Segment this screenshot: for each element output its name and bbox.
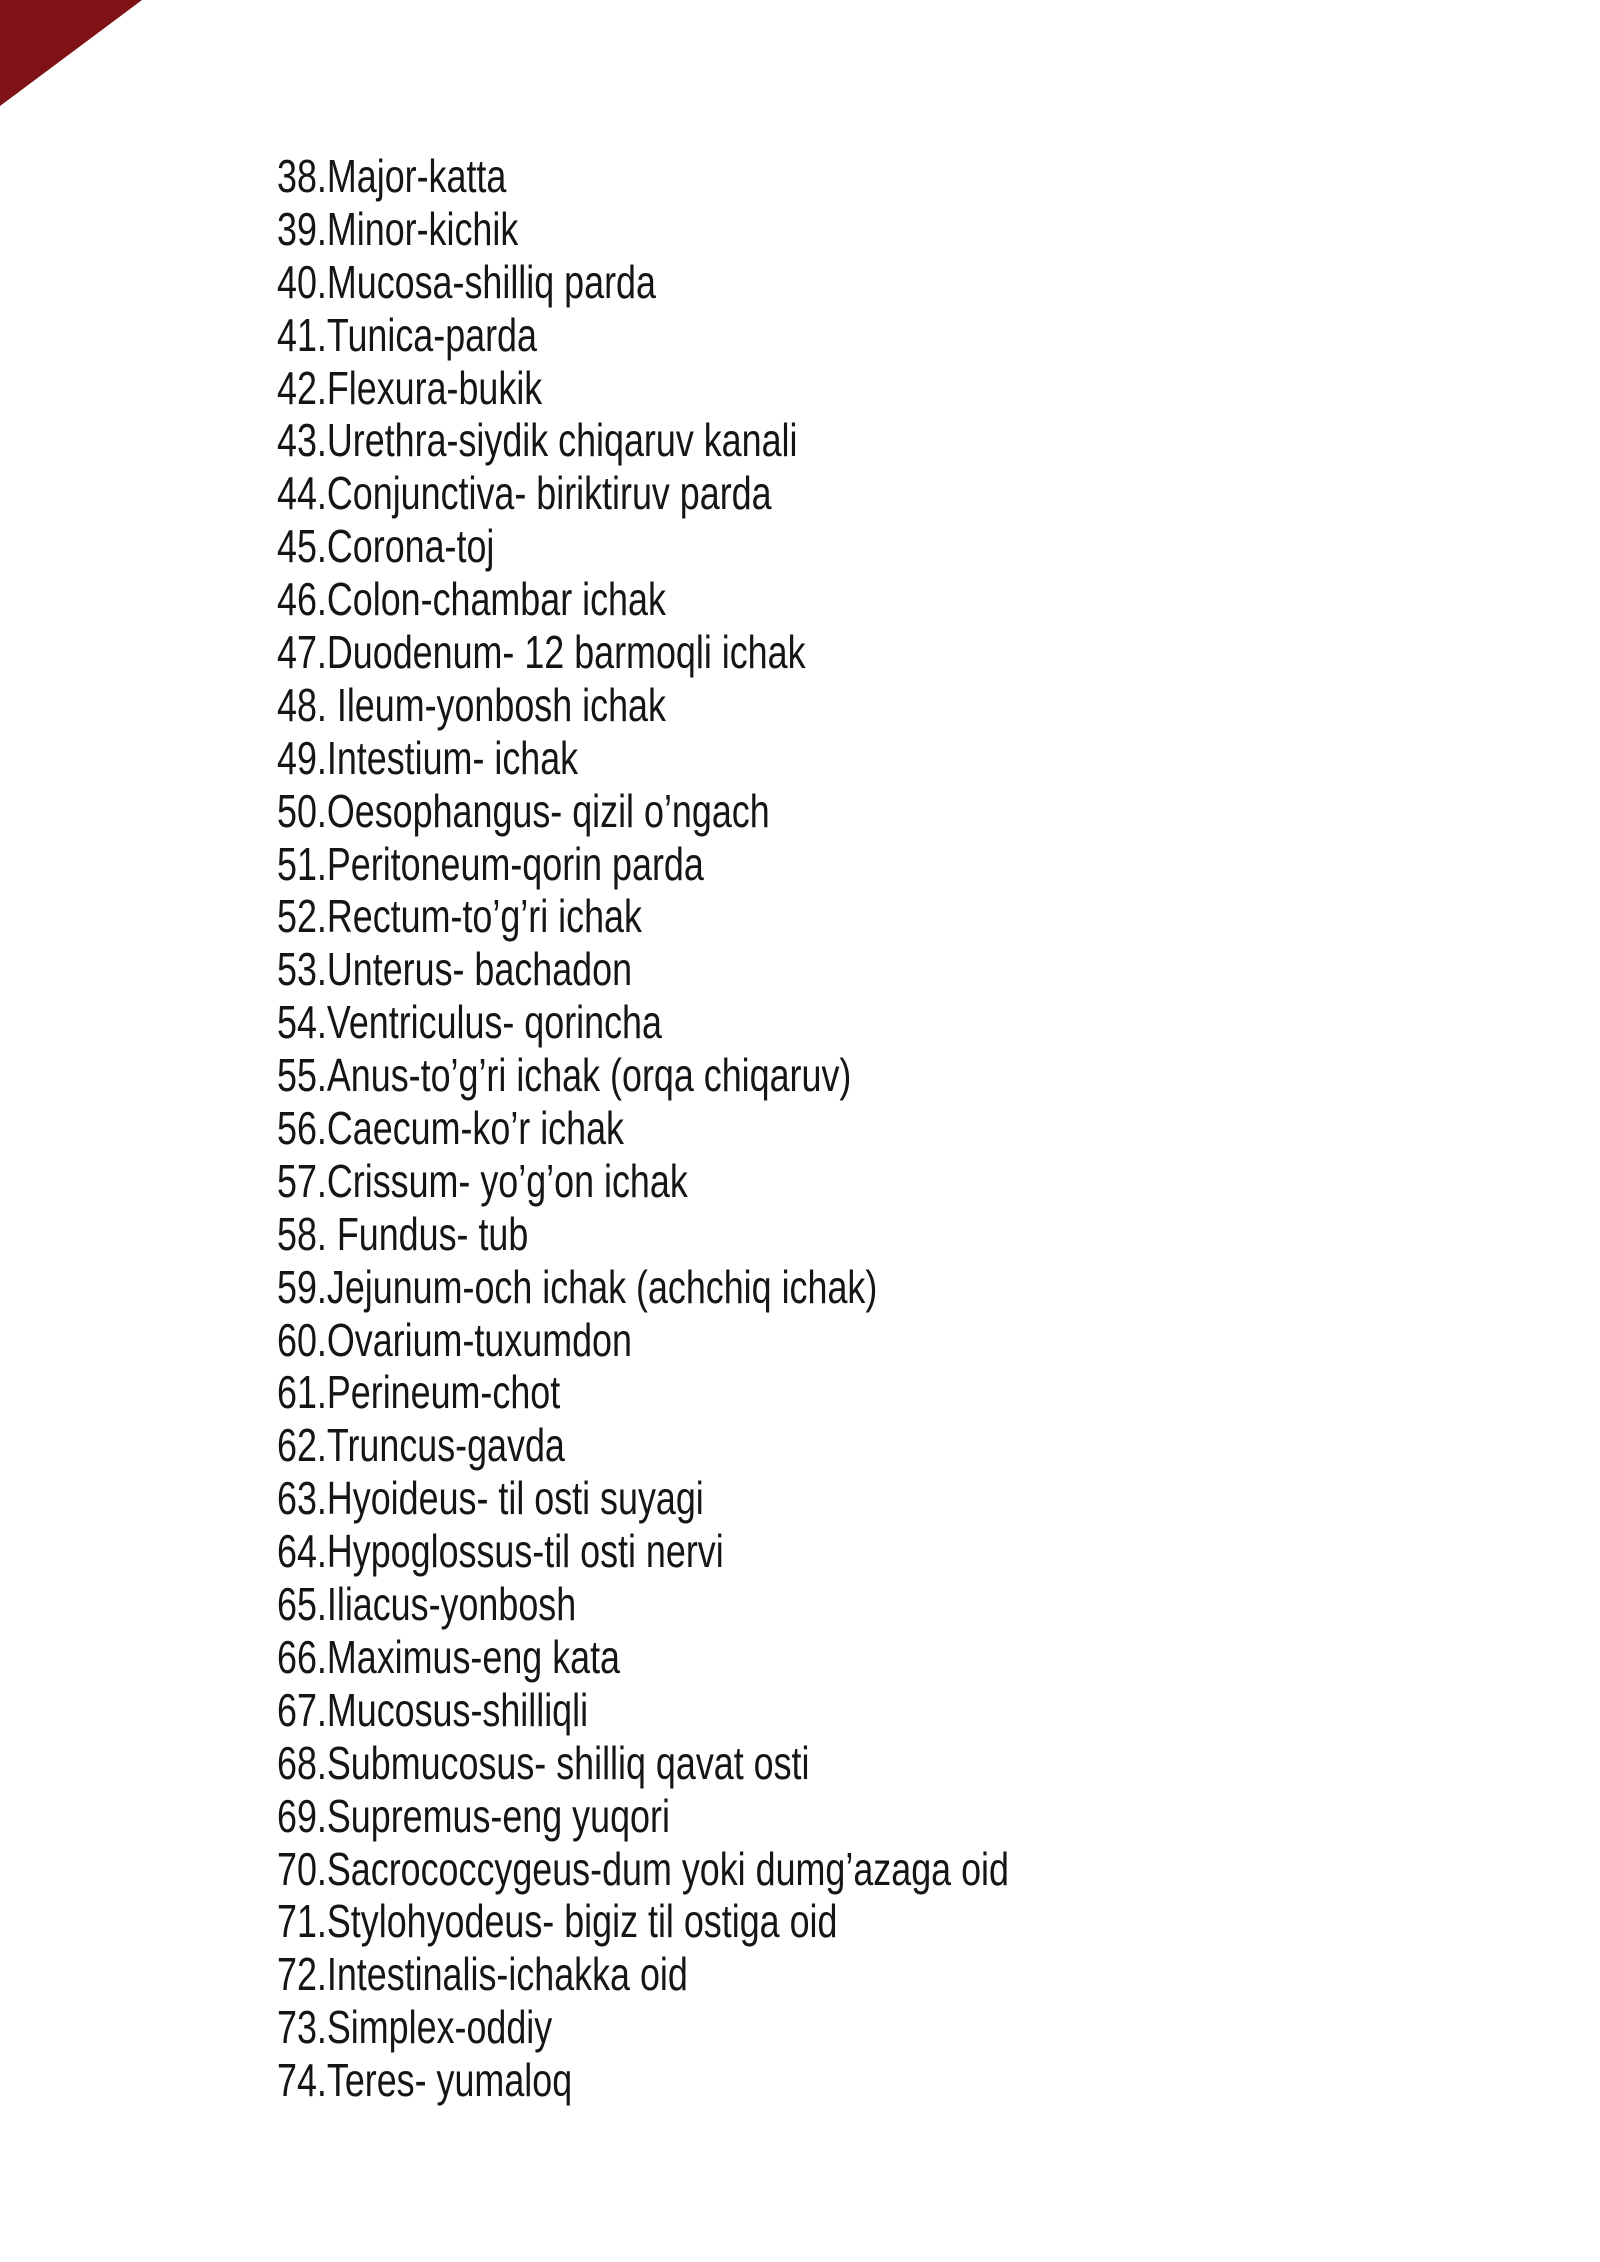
list-item: 44.Conjunctiva- biriktiruv parda [277, 467, 772, 520]
list-item: 41.Tunica-parda [277, 308, 537, 361]
list-item: 46.Colon-chambar ichak [277, 573, 666, 626]
list-item: 47.Duodenum- 12 barmoqli ichak [277, 626, 806, 679]
list-item: 70.Sacrococcygeus-dum yoki dumg’azaga oid [277, 1842, 1009, 1895]
list-item: 38.Major-katta [277, 150, 507, 202]
list-item: 57.Crissum- yo’g’on ichak [277, 1154, 688, 1207]
list-item: 39.Minor-kichik [277, 202, 519, 255]
list-item: 49.Intestium- ichak [277, 731, 579, 784]
list-item: 74.Teres- yumaloq [277, 2054, 573, 2107]
list-item: 52.Rectum-to’g’ri ichak [277, 890, 642, 943]
list-item: 73.Simplex-oddiy [277, 2001, 553, 2054]
list-item: 71.Stylohyodeus- bigiz til ostiga oid [277, 1895, 838, 1948]
list-item: 65.Iliacus-yonbosh [277, 1578, 577, 1631]
term-list [277, 150, 1009, 2107]
list-item: 59.Jejunum-och ichak (achchiq ichak) [277, 1260, 878, 1313]
list-item: 51.Peritoneum-qorin parda [277, 837, 704, 890]
list-item: 54.Ventriculus- qorincha [277, 996, 662, 1049]
list-item: 63.Hyoideus- til osti suyagi [277, 1472, 704, 1525]
list-item: 58. Fundus- tub [277, 1207, 529, 1260]
list-item: 60.Ovarium-tuxumdon [277, 1313, 632, 1366]
list-item: 67.Mucosus-shilliqli [277, 1683, 589, 1736]
list-item: 68.Submucosus- shilliq qavat osti [277, 1736, 810, 1789]
list-item: 48. Ileum-yonbosh ichak [277, 678, 666, 731]
list-item: 66.Maximus-eng kata [277, 1630, 621, 1683]
corner-fold-triangle [0, 0, 142, 106]
list-item: 69.Supremus-eng yuqori [277, 1789, 670, 1842]
list-item: 42.Flexura-bukik [277, 361, 543, 414]
list-item: 61.Perineum-chot [277, 1366, 561, 1419]
list-item: 40.Mucosa-shilliq parda [277, 255, 656, 308]
list-item: 64.Hypoglossus-til osti nervi [277, 1525, 724, 1578]
list-item: 56.Caecum-ko’r ichak [277, 1102, 624, 1155]
list-item: 43.Urethra-siydik chiqaruv kanali [277, 414, 798, 467]
list-item: 55.Anus-to’g’ri ichak (orqa chiqaruv) [277, 1049, 852, 1102]
list-item: 45.Corona-toj [277, 520, 495, 573]
list-item: 62.Truncus-gavda [277, 1419, 565, 1472]
list-item: 53.Unterus- bachadon [277, 943, 633, 996]
list-item: 50.Oesophangus- qizil o’ngach [277, 784, 770, 837]
list-item: 72.Intestinalis-ichakka oid [277, 1948, 688, 2001]
